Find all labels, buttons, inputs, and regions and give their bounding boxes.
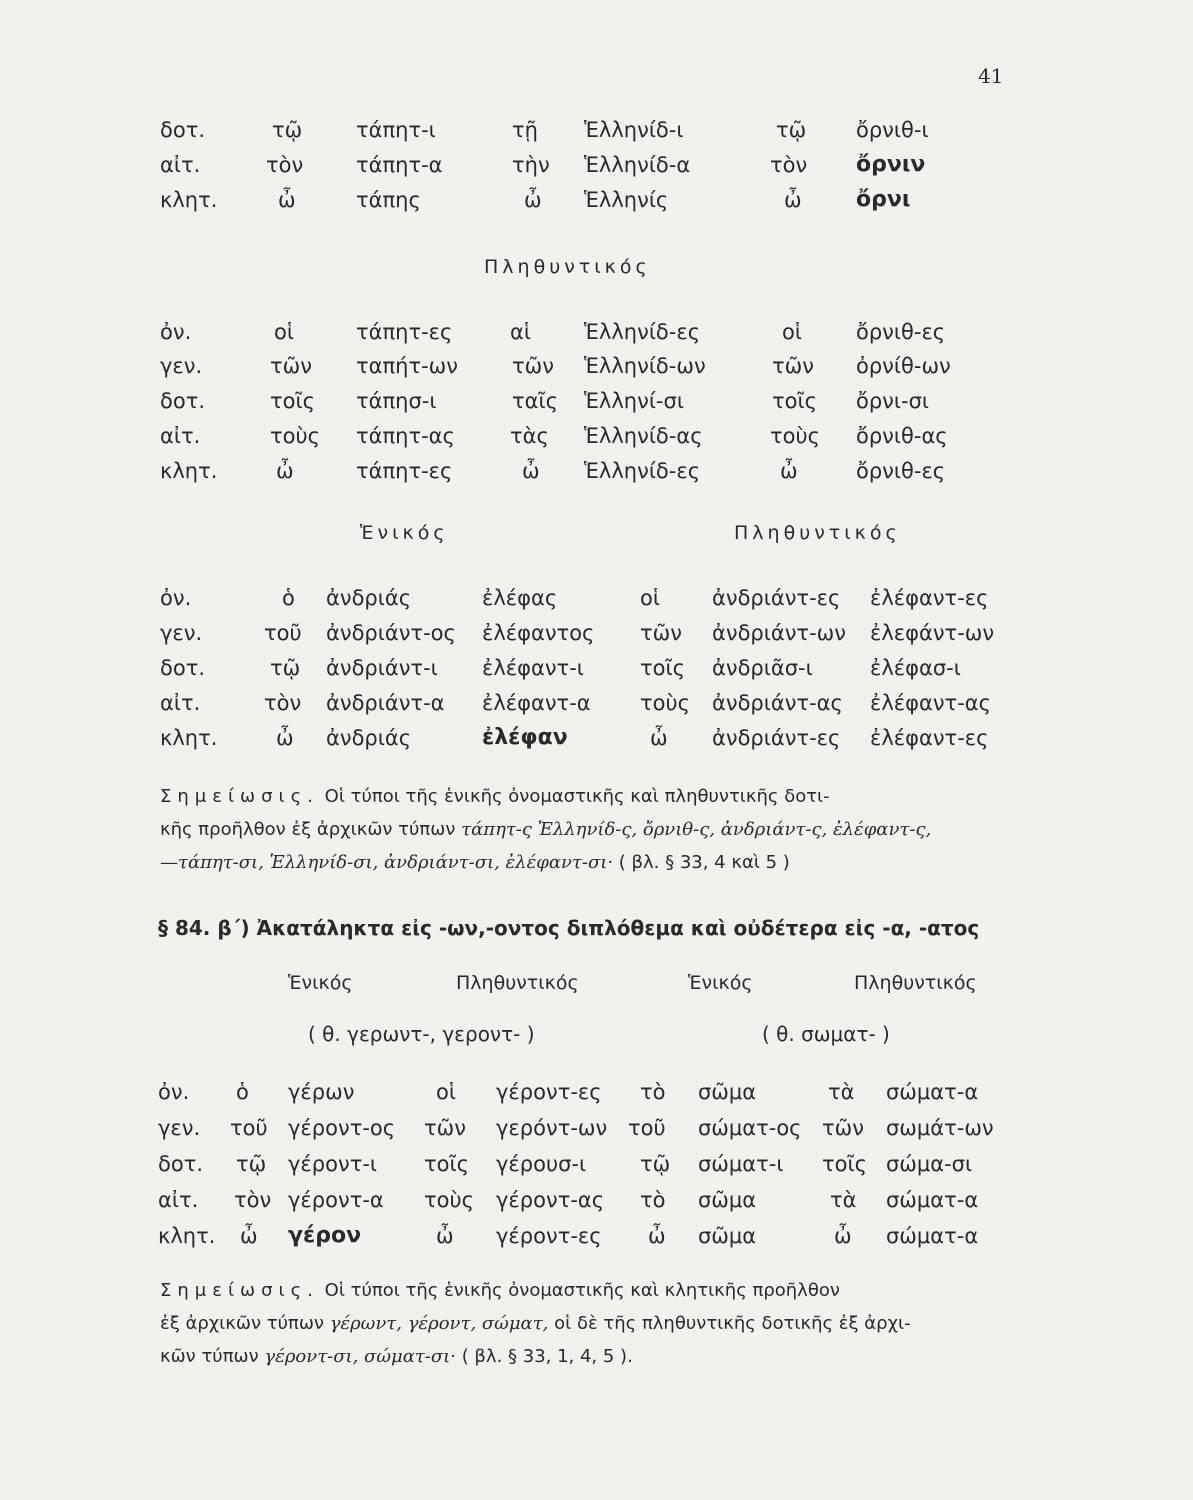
plural-heading: Πληθυντικός xyxy=(734,522,901,544)
plural-heading: Πληθυντικός xyxy=(456,972,579,994)
note-label: Σημείωσις. xyxy=(160,1280,319,1301)
stem-note: ( θ. γερωντ-, γεροντ- ) xyxy=(308,1022,535,1046)
singular-heading: Ἑνικός xyxy=(360,522,449,544)
note-label: Σημείωσις. xyxy=(160,786,319,807)
page-number: 41 xyxy=(978,64,1004,88)
plural-heading: Πληθυντικός xyxy=(484,256,651,278)
note-paragraph-2: Σημείωσις. Οἱ τύποι τῆς ἑνικῆς ὀνομαστικῆς καὶ κλητικῆς προῆλθον ἐξ ἀρχικῶν τύπων γέρωντ, γέροντ, σώματ, οἱ δὲ τῆς πληθυντικῆς δοτικῆς ἐξ ἀρχι- κῶν τύπων γέροντ-σι, σώματ-σι· ( βλ. § 33, 1, 4, 5 ). xyxy=(160,1280,911,1367)
section-heading: § 84. β΄) Ἀκατάληκτα εἰς -ων,-οντος διπλόθεμα καὶ οὐδέτερα εἰς -α, -ατος xyxy=(158,916,980,940)
singular-heading: Ἑνικός xyxy=(688,972,753,994)
stem-note: ( θ. σωματ- ) xyxy=(762,1022,890,1046)
textbook-page: 41 δοτ. τῷ τάπητ-ι τῇ Ἑλληνίδ-ι τῷ ὄρνιθ-ι αἰτ. τὸν τάπητ-α τὴν Ἑλληνίδ-α τὸν ὄρνιν κλητ. ὦ τάπης ὦ Ἑλληνίς ὦ ὄρνι Πληθυντικός ὀν. οἱ τάπητ-ες αἱ Ἑλληνίδ-ες οἱ ὄρνιθ-ες γεν. τῶν ταπήτ-ων τῶν Ἑλληνίδ-ων τῶν ὀρνίθ-ων δοτ. τοῖς τάπησ-ι ταῖς Ἑλληνί-σι τοῖς ὄρνι-σι αἰτ. τοὺς τάπητ-ας τὰς Ἑλληνίδ-ας τοὺς ὄρνιθ-ας κλητ. ὦ τάπητ-ες ὦ Ἑλληνίδ-ες ὦ ὄρνιθ-ες Ἑνικός Πληθυντικός ὀν. ὁ ἀνδριάς ἐλέφας οἱ ἀνδριάντ-ες ἐλέφαντ-ες γεν. τοῦ ἀνδριάντ-ος ἐλέφαντος τῶν ἀνδριάντ-ων ἐλεφάντ-ων δοτ. τῷ ἀνδριάντ-ι ἐλέφαντ-ι τοῖς ἀνδριᾶσ-ι ἐλέφασ-ι αἰτ. τὸν ἀνδριάντ-α ἐλέφαντ-α τοὺς ἀνδριάντ-ας ἐλέφαντ-ας κλητ. ὦ ἀνδριάς ἐλέφαν ὦ ἀνδριάντ-ες ἐλέφαντ-ες Σημείωσις. Οἱ τύποι τῆς ἑνικῆς ὀνομαστικῆς καὶ πληθυντικῆς δοτι- κῆς προῆλθον ἐξ ἀρχικῶν τύπων τάπητ-ς Ἑλληνίδ-ς, ὄρνιθ-ς, ἀνδριάντ-ς, ἐλέφαντ-ς, —τάπητ-σι, Ἑλληνίδ-σι, ἀνδριάντ-σι, ἐλέφαντ-σι· ( βλ. § 33, 4 καὶ 5 ) § 84. β΄) Ἀκατάληκτα εἰς -ων,-οντος διπλόθεμα καὶ οὐδέτερα εἰς -α, -ατος Ἑνικός Πληθυντικός Ἑνικός Πληθυντικός ( θ. γερωντ-, γεροντ- ) ( θ. σωματ- ) ὀν. ὁ γέρων οἱ γέροντ-ες τὸ σῶμα τὰ σώματ-α γεν. τοῦ γέροντ-ος τῶν γερόντ-ων τοῦ σώματ-ος τῶν σωμάτ-ων δοτ. τῷ γέροντ-ι τοῖς γέρουσ-ι τῷ σώματ-ι τοῖς σώμα-σι αἰτ. τὸν γέροντ-α τοὺς γέροντ-ας τὸ σῶμα τὰ σώματ-α κλητ. ὦ γέρον ὦ γέροντ-ες ὦ σῶμα ὦ σώματ-α Σημείωσις. Οἱ τύποι τῆς ἑνικῆς ὀνομαστικῆς καὶ κλητικῆς προῆλθον ἐξ ἀρχικῶν τύπων γέρωντ, γέροντ, σώματ, οἱ δὲ τῆς πληθυντικῆς δοτικῆς ἐξ ἀρχι- κῶν τύπων γέροντ-σι, σώματ-σι· ( βλ. § 33, 1, 4, 5 ). xyxy=(0,0,1193,1500)
note-paragraph-1: Σημείωσις. Οἱ τύποι τῆς ἑνικῆς ὀνομαστικῆς καὶ πληθυντικῆς δοτι- κῆς προῆλθον ἐξ ἀρχικῶν τύπων τάπητ-ς Ἑλληνίδ-ς, ὄρνιθ-ς, ἀνδριάντ-ς, ἐλέφαντ-ς, —τάπητ-σι, Ἑλληνίδ-σι, ἀνδριάντ-σι, ἐλέφαντ-σι· ( βλ. § 33, 4 καὶ 5 ) xyxy=(160,786,932,873)
singular-heading: Ἑνικός xyxy=(288,972,353,994)
plural-heading: Πληθυντικός xyxy=(854,972,977,994)
